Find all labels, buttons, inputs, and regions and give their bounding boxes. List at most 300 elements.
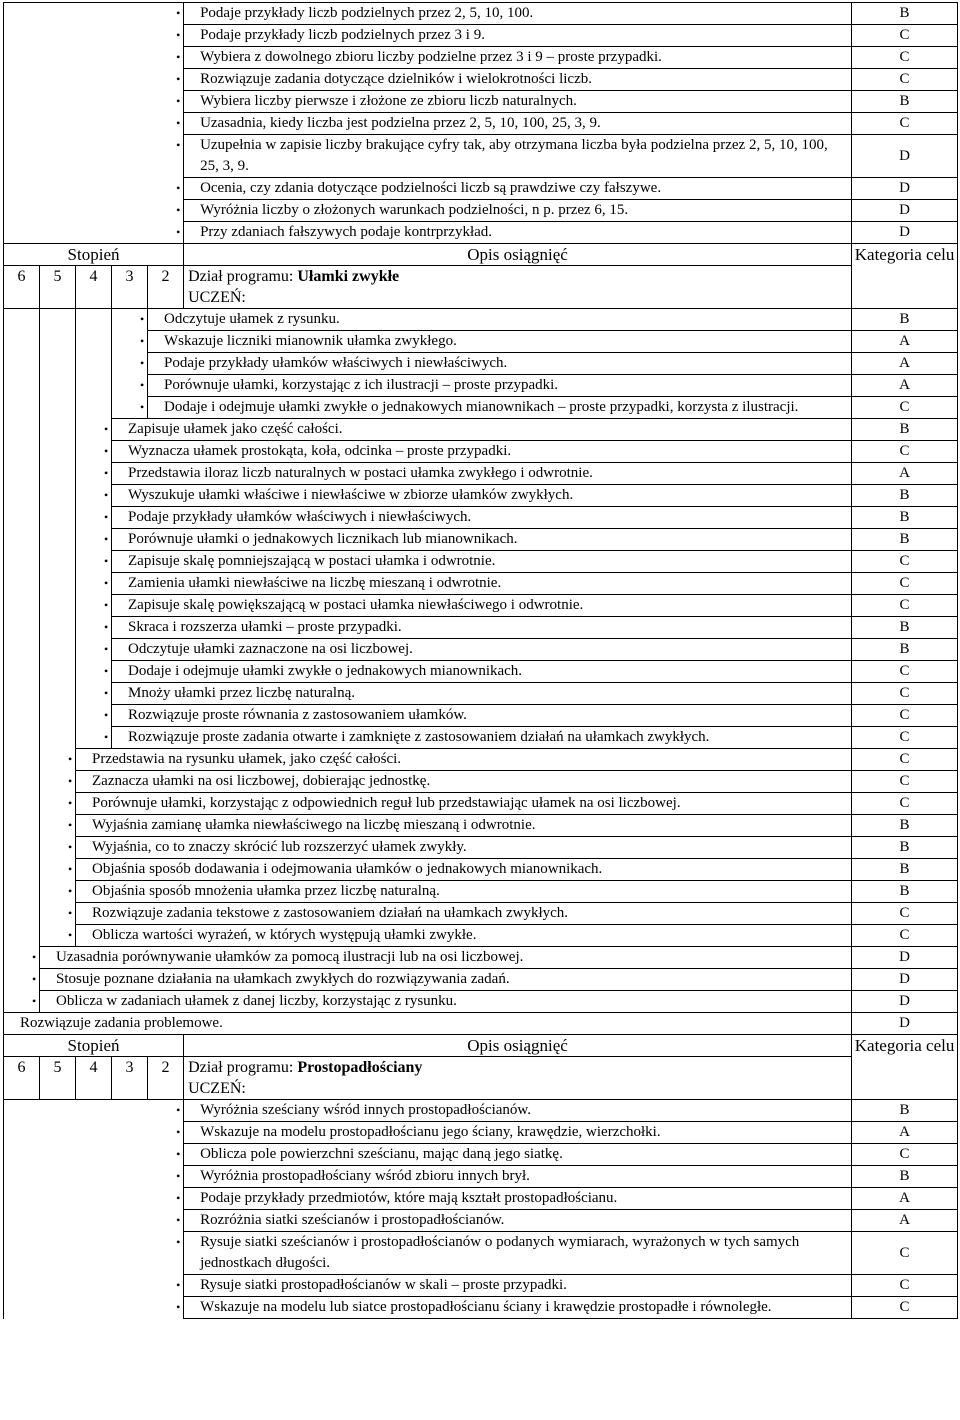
grade-number: 2: [148, 1057, 184, 1100]
section-title: [184, 266, 852, 309]
requirements-table-wrapper: [3, 2, 957, 1319]
achievement-description: [184, 3, 852, 25]
achievement-text: • Porównuje ułamki o jednakowych licznikach lub mianownikach.: [116, 529, 847, 550]
table-row: [4, 353, 958, 375]
achievement-text: • Uzasadnia porównywanie ułamków za pomocą ilustracji lub na osi liczbowej.: [44, 947, 847, 968]
pupil-label: UCZEŃ:: [188, 1080, 246, 1097]
grade-column-cell: [4, 463, 40, 485]
table-row: [4, 1166, 958, 1188]
achievement-description: [112, 507, 852, 529]
grade-column-cell: [4, 1188, 184, 1210]
achievement-text: • Rysuje siatki prostopadłościanów w skali – proste przypadki.: [188, 1275, 847, 1296]
goal-category: C: [852, 1232, 958, 1275]
achievement-text: • Rozwiązuje zadania problemowe.: [8, 1013, 847, 1034]
grade-column-cell: [4, 135, 184, 178]
goal-category: A: [852, 1210, 958, 1232]
table-row: [4, 135, 958, 178]
table-row: [4, 881, 958, 903]
goal-category: A: [852, 331, 958, 353]
table-row: [4, 661, 958, 683]
grade-column-cell: [4, 507, 40, 529]
achievement-text: • Uzupełnia w zapisie liczby brakujące cyfry tak, aby otrzymana liczba była podzielna przez 2, 5, 10, 100, 25, 3, 9.: [188, 135, 847, 177]
grade-column-cell: [4, 771, 40, 793]
achievement-text: • Rozwiązuje zadania dotyczące dzielników i wielokrotności liczb.: [188, 69, 847, 90]
achievement-text: • Rozróżnia siatki sześcianów i prostopadłościanów.: [188, 1210, 847, 1231]
grade-column-cell: [4, 903, 40, 925]
achievement-text: • Przedstawia na rysunku ułamek, jako część całości.: [80, 749, 847, 770]
table-row: [4, 1188, 958, 1210]
grade-column-cell: [40, 397, 76, 419]
goal-category: B: [852, 1166, 958, 1188]
grade-column-cell: [40, 485, 76, 507]
achievement-text: • Porównuje ułamki, korzystając z odpowiednich reguł lub przedstawiając ułamek na osi liczbowej.: [80, 793, 847, 814]
table-row: [4, 485, 958, 507]
table-row: [4, 749, 958, 771]
grade-column-cell: [4, 178, 184, 200]
grade-column-cell: [4, 661, 40, 683]
achievement-text: • Wyjaśnia zamianę ułamka niewłaściwego na liczbę mieszaną i odwrotnie.: [80, 815, 847, 836]
achievement-description: [40, 991, 852, 1013]
goal-category: B: [852, 859, 958, 881]
grade-column-cell: [4, 331, 40, 353]
goal-category: B: [852, 617, 958, 639]
section-header-row: [4, 244, 958, 266]
grade-column-cell: [40, 573, 76, 595]
achievement-description: [112, 661, 852, 683]
achievement-text: • Oblicza wartości wyrażeń, w których występują ułamki zwykłe.: [80, 925, 847, 946]
section-header-row: [4, 1035, 958, 1057]
achievement-description: [76, 793, 852, 815]
achievement-description: [112, 617, 852, 639]
achievement-text: • Podaje przykłady ułamków właściwych i niewłaściwych.: [116, 507, 847, 528]
goal-category: C: [852, 397, 958, 419]
table-row: [4, 69, 958, 91]
grade-column-cell: [40, 331, 76, 353]
grade-column-cell: [40, 463, 76, 485]
grade-column-cell: [4, 1100, 184, 1122]
table-row: [4, 573, 958, 595]
grade-number: 6: [4, 266, 40, 309]
achievement-description: [184, 1232, 852, 1275]
goal-category: C: [852, 727, 958, 749]
achievement-text: • Wskazuje na modelu lub siatce prostopadłościanu ściany i krawędzie prostopadłe i równoległe.: [188, 1297, 847, 1318]
achievement-text: • Oblicza w zadaniach ułamek z danej liczby, korzystając z rysunku.: [44, 991, 847, 1012]
achievement-description: [76, 771, 852, 793]
grade-number: 3: [112, 266, 148, 309]
pupil-label: UCZEŃ:: [188, 289, 246, 306]
achievement-description: [112, 595, 852, 617]
achievement-description: [184, 135, 852, 178]
goal-category: B: [852, 529, 958, 551]
section-prefix: Dział programu:: [188, 268, 294, 285]
grade-column-cell: [4, 222, 184, 244]
achievement-description: [112, 683, 852, 705]
table-row: [4, 815, 958, 837]
goal-category: B: [852, 309, 958, 331]
goal-category: B: [852, 815, 958, 837]
grade-number: 4: [76, 1057, 112, 1100]
grade-column-cell: [4, 397, 40, 419]
goal-category: C: [852, 925, 958, 947]
table-row: [4, 200, 958, 222]
achievement-description: [76, 903, 852, 925]
achievement-text: • Podaje przykłady przedmiotów, które mają kształt prostopadłościanu.: [188, 1188, 847, 1209]
goal-category: D: [852, 135, 958, 178]
table-row: [4, 397, 958, 419]
achievement-text: • Stosuje poznane działania na ułamkach zwykłych do rozwiązywania zadań.: [44, 969, 847, 990]
goal-category: D: [852, 947, 958, 969]
achievement-text: • Zapisuje skalę pomniejszającą w postaci ułamka i odwrotnie.: [116, 551, 847, 572]
achievement-text: • Dodaje i odejmuje ułamki zwykłe o jednakowych mianownikach – proste przypadki, korzysta z ilustracji.: [152, 397, 847, 418]
grade-column-cell: [40, 705, 76, 727]
grade-column-cell: [4, 859, 40, 881]
grade-column-cell: [40, 661, 76, 683]
table-row: [4, 705, 958, 727]
achievement-description: [184, 47, 852, 69]
achievement-text: • Wybiera liczby pierwsze i złożone ze zbioru liczb naturalnych.: [188, 91, 847, 112]
grade-column-cell: [4, 3, 184, 25]
grade-column-cell: [4, 683, 40, 705]
achievement-description: [184, 1122, 852, 1144]
achievement-description: [184, 91, 852, 113]
table-row: [4, 47, 958, 69]
achievement-description: [112, 705, 852, 727]
grade-column-cell: [4, 595, 40, 617]
achievement-text: • Uzasadnia, kiedy liczba jest podzielna przez 2, 5, 10, 100, 25, 3, 9.: [188, 113, 847, 134]
grade-column-cell: [40, 507, 76, 529]
goal-category: C: [852, 113, 958, 135]
achievement-description: [184, 1210, 852, 1232]
goal-category: C: [852, 69, 958, 91]
achievement-description: [40, 947, 852, 969]
achievement-description: [184, 222, 852, 244]
goal-category: C: [852, 551, 958, 573]
grade-column-cell: [4, 1210, 184, 1232]
goal-category: C: [852, 903, 958, 925]
goal-category: B: [852, 91, 958, 113]
grade-column-cell: [76, 397, 112, 419]
grade-column-cell: [4, 113, 184, 135]
achievement-text: • Dodaje i odejmuje ułamki zwykłe o jednakowych mianownikach.: [116, 661, 847, 682]
achievement-text: • Wyznacza ułamek prostokąta, koła, odcinka – proste przypadki.: [116, 441, 847, 462]
grade-column-cell: [4, 1232, 184, 1275]
grade-column-cell: [40, 529, 76, 551]
description-header: Opis osiągnięć: [184, 1035, 852, 1057]
achievement-text: • Wyróżnia prostopadłościany wśród zbioru innych brył.: [188, 1166, 847, 1187]
table-row: [4, 1100, 958, 1122]
grade-number: 6: [4, 1057, 40, 1100]
achievement-text: • Przy zdaniach fałszywych podaje kontrprzykład.: [188, 222, 847, 243]
achievement-description: [184, 25, 852, 47]
achievement-description: [148, 397, 852, 419]
table-row: [4, 25, 958, 47]
grade-column-cell: [4, 47, 184, 69]
achievement-description: [184, 1275, 852, 1297]
achievement-description: [112, 485, 852, 507]
grade-column-cell: [40, 551, 76, 573]
section-name: Prostopadłościany: [297, 1059, 423, 1076]
goal-category: A: [852, 353, 958, 375]
grade-column-cell: [40, 595, 76, 617]
goal-category: B: [852, 3, 958, 25]
grade-column-cell: [4, 91, 184, 113]
grade-column-cell: [4, 200, 184, 222]
grade-column-cell: [4, 551, 40, 573]
achievement-text: • Zaznacza ułamki na osi liczbowej, dobierając jednostkę.: [80, 771, 847, 792]
achievement-text: • Objaśnia sposób dodawania i odejmowania ułamków o jednakowych mianownikach.: [80, 859, 847, 880]
table-row: [4, 859, 958, 881]
grade-column-cell: [4, 1166, 184, 1188]
grade-column-cell: [76, 375, 112, 397]
achievement-text: • Odczytuje ułamek z rysunku.: [152, 309, 847, 330]
achievement-text: • Skraca i rozszerza ułamki – proste przypadki.: [116, 617, 847, 638]
section-name: Ułamki zwykłe: [297, 268, 400, 285]
goal-category: B: [852, 881, 958, 903]
grade-column-cell: [4, 815, 40, 837]
table-row: [4, 1210, 958, 1232]
table-body: [4, 3, 958, 1319]
table-row: [4, 1297, 958, 1319]
section-prefix: Dział programu:: [188, 1059, 294, 1076]
achievement-text: • Wskazuje liczniki mianownik ułamka zwykłego.: [152, 331, 847, 352]
achievement-text: • Rysuje siatki sześcianów i prostopadłościanów o podanych wymiarach, wyrażonych w tych samych jednostkach długości.: [188, 1232, 847, 1274]
grade-column-cell: [76, 309, 112, 331]
achievement-description: [112, 639, 852, 661]
table-row: [4, 1275, 958, 1297]
goal-category: D: [852, 1013, 958, 1035]
achievement-description: [112, 463, 852, 485]
table-row: [4, 463, 958, 485]
goal-category: C: [852, 683, 958, 705]
achievement-text: • Mnoży ułamki przez liczbę naturalną.: [116, 683, 847, 704]
achievement-text: • Ocenia, czy zdania dotyczące podzielności liczb są prawdziwe czy fałszywe.: [188, 178, 847, 199]
table-row: [4, 903, 958, 925]
section-title-row: [4, 266, 958, 309]
grade-column-cell: [4, 375, 40, 397]
achievement-description: [4, 1013, 852, 1035]
achievement-description: [112, 551, 852, 573]
goal-category: A: [852, 1188, 958, 1210]
goal-category: D: [852, 200, 958, 222]
achievement-text: • Rozwiązuje zadania tekstowe z zastosowaniem działań na ułamkach zwykłych.: [80, 903, 847, 924]
grade-column-cell: [4, 25, 184, 47]
achievement-description: [112, 529, 852, 551]
table-row: [4, 178, 958, 200]
grade-column-cell: [40, 617, 76, 639]
grade-number: 3: [112, 1057, 148, 1100]
achievement-text: • Zapisuje ułamek jako część całości.: [116, 419, 847, 440]
goal-category: C: [852, 1297, 958, 1319]
achievement-description: [184, 113, 852, 135]
achievement-description: [184, 1166, 852, 1188]
goal-category: C: [852, 47, 958, 69]
table-row: [4, 331, 958, 353]
goal-category: C: [852, 25, 958, 47]
description-header: Opis osiągnięć: [184, 244, 852, 266]
achievement-description: [76, 815, 852, 837]
grade-column-cell: [40, 683, 76, 705]
grade-column-cell: [4, 793, 40, 815]
category-header: Kategoria celu: [852, 244, 958, 309]
goal-category: B: [852, 1100, 958, 1122]
grade-column-cell: [4, 1275, 184, 1297]
goal-category: A: [852, 463, 958, 485]
grade-header: Stopień: [4, 244, 184, 266]
grade-column-cell: [4, 69, 184, 91]
table-row: [4, 529, 958, 551]
achievement-description: [112, 419, 852, 441]
grade-column-cell: [4, 617, 40, 639]
goal-category: B: [852, 837, 958, 859]
achievement-description: [76, 859, 852, 881]
grade-column-cell: [4, 485, 40, 507]
table-row: [4, 947, 958, 969]
grade-number: 4: [76, 266, 112, 309]
grade-column-cell: [4, 881, 40, 903]
grade-column-cell: [40, 441, 76, 463]
achievement-description: [76, 749, 852, 771]
grade-header: Stopień: [4, 1035, 184, 1057]
goal-category: B: [852, 419, 958, 441]
table-row: [4, 441, 958, 463]
achievement-description: [184, 1297, 852, 1319]
achievement-description: [76, 837, 852, 859]
achievement-text: • Oblicza pole powierzchni sześcianu, mając daną jego siatkę.: [188, 1144, 847, 1165]
category-header: Kategoria celu: [852, 1035, 958, 1100]
achievement-description: [184, 1144, 852, 1166]
grade-column-cell: [4, 837, 40, 859]
achievement-description: [184, 200, 852, 222]
achievement-description: [184, 1188, 852, 1210]
achievement-text: • Wyszukuje ułamki właściwe i niewłaściwe w zbiorze ułamków zwykłych.: [116, 485, 847, 506]
achievement-text: • Wyróżnia liczby o złożonych warunkach podzielności, n p. przez 6, 15.: [188, 200, 847, 221]
achievement-description: [76, 925, 852, 947]
table-row: [4, 507, 958, 529]
table-row: [4, 3, 958, 25]
table-row: [4, 639, 958, 661]
achievement-text: • Odczytuje ułamki zaznaczone na osi liczbowej.: [116, 639, 847, 660]
grade-column-cell: [76, 353, 112, 375]
goal-category: D: [852, 969, 958, 991]
grade-column-cell: [4, 1122, 184, 1144]
grade-column-cell: [40, 419, 76, 441]
table-row: [4, 793, 958, 815]
table-row: [4, 309, 958, 331]
section-title: [184, 1057, 852, 1100]
achievement-description: [112, 573, 852, 595]
grade-column-cell: [40, 309, 76, 331]
achievement-description: [148, 375, 852, 397]
achievement-text: • Podaje przykłady ułamków właściwych i niewłaściwych.: [152, 353, 847, 374]
achievement-description: [112, 727, 852, 749]
table-row: [4, 771, 958, 793]
achievement-text: • Rozwiązuje proste zadania otwarte i zamknięte z zastosowaniem działań na ułamkach zwykłych.: [116, 727, 847, 748]
achievement-description: [148, 309, 852, 331]
table-row: [4, 925, 958, 947]
grade-column-cell: [40, 375, 76, 397]
achievement-description: [40, 969, 852, 991]
goal-category: A: [852, 1122, 958, 1144]
grade-column-cell: [4, 749, 40, 771]
achievement-text: • Zamienia ułamki niewłaściwe na liczbę mieszaną i odwrotnie.: [116, 573, 847, 594]
achievement-text: • Podaje przykłady liczb podzielnych przez 2, 5, 10, 100.: [188, 3, 847, 24]
goal-category: C: [852, 705, 958, 727]
achievement-description: [148, 331, 852, 353]
table-row: [4, 91, 958, 113]
grade-column-cell: [4, 705, 40, 727]
achievement-description: [184, 69, 852, 91]
achievement-text: • Objaśnia sposób mnożenia ułamka przez liczbę naturalną.: [80, 881, 847, 902]
table-row: [4, 222, 958, 244]
achievement-description: [184, 1100, 852, 1122]
grade-column-cell: [4, 573, 40, 595]
goal-category: D: [852, 222, 958, 244]
grade-column-cell: [40, 639, 76, 661]
achievement-description: [184, 178, 852, 200]
goal-category: C: [852, 793, 958, 815]
goal-category: C: [852, 595, 958, 617]
achievement-description: [112, 441, 852, 463]
grade-column-cell: [76, 331, 112, 353]
table-row: [4, 1013, 958, 1035]
grade-column-cell: [4, 419, 40, 441]
table-row: [4, 551, 958, 573]
table-row: [4, 969, 958, 991]
achievement-text: • Porównuje ułamki, korzystając z ich ilustracji – proste przypadki.: [152, 375, 847, 396]
table-row: [4, 683, 958, 705]
goal-category: D: [852, 178, 958, 200]
table-row: [4, 1144, 958, 1166]
section-title-row: [4, 1057, 958, 1100]
grade-column-cell: [40, 727, 76, 749]
goal-category: D: [852, 991, 958, 1013]
goal-category: C: [852, 441, 958, 463]
table-row: [4, 419, 958, 441]
goal-category: C: [852, 749, 958, 771]
achievement-text: • Wyjaśnia, co to znaczy skrócić lub rozszerzyć ułamek zwykły.: [80, 837, 847, 858]
goal-category: B: [852, 639, 958, 661]
goal-category: C: [852, 771, 958, 793]
grade-column-cell: [4, 529, 40, 551]
goal-category: C: [852, 661, 958, 683]
grade-column-cell: [4, 1297, 184, 1319]
table-row: [4, 113, 958, 135]
grade-number: 5: [40, 1057, 76, 1100]
achievement-text: • Wskazuje na modelu prostopadłościanu jego ściany, krawędzie, wierzchołki.: [188, 1122, 847, 1143]
achievement-description: [148, 353, 852, 375]
achievement-text: • Wybiera z dowolnego zbioru liczby podzielne przez 3 i 9 – proste przypadki.: [188, 47, 847, 68]
grade-number: 5: [40, 266, 76, 309]
achievement-text: • Wyróżnia sześciany wśród innych prostopadłościanów.: [188, 1100, 847, 1121]
goal-category: A: [852, 375, 958, 397]
grade-column-cell: [4, 309, 40, 331]
grade-column-cell: [40, 353, 76, 375]
goal-category: B: [852, 485, 958, 507]
achievement-text: • Podaje przykłady liczb podzielnych przez 3 i 9.: [188, 25, 847, 46]
achievement-description: [76, 881, 852, 903]
achievement-text: • Przedstawia iloraz liczb naturalnych w postaci ułamka zwykłego i odwrotnie.: [116, 463, 847, 484]
table-row: [4, 837, 958, 859]
grade-column-cell: [4, 441, 40, 463]
goal-category: C: [852, 573, 958, 595]
goal-category: C: [852, 1275, 958, 1297]
table-row: [4, 991, 958, 1013]
table-row: [4, 1122, 958, 1144]
table-row: [4, 727, 958, 749]
grade-column-cell: [4, 1144, 184, 1166]
grade-column-cell: [4, 639, 40, 661]
table-row: [4, 375, 958, 397]
